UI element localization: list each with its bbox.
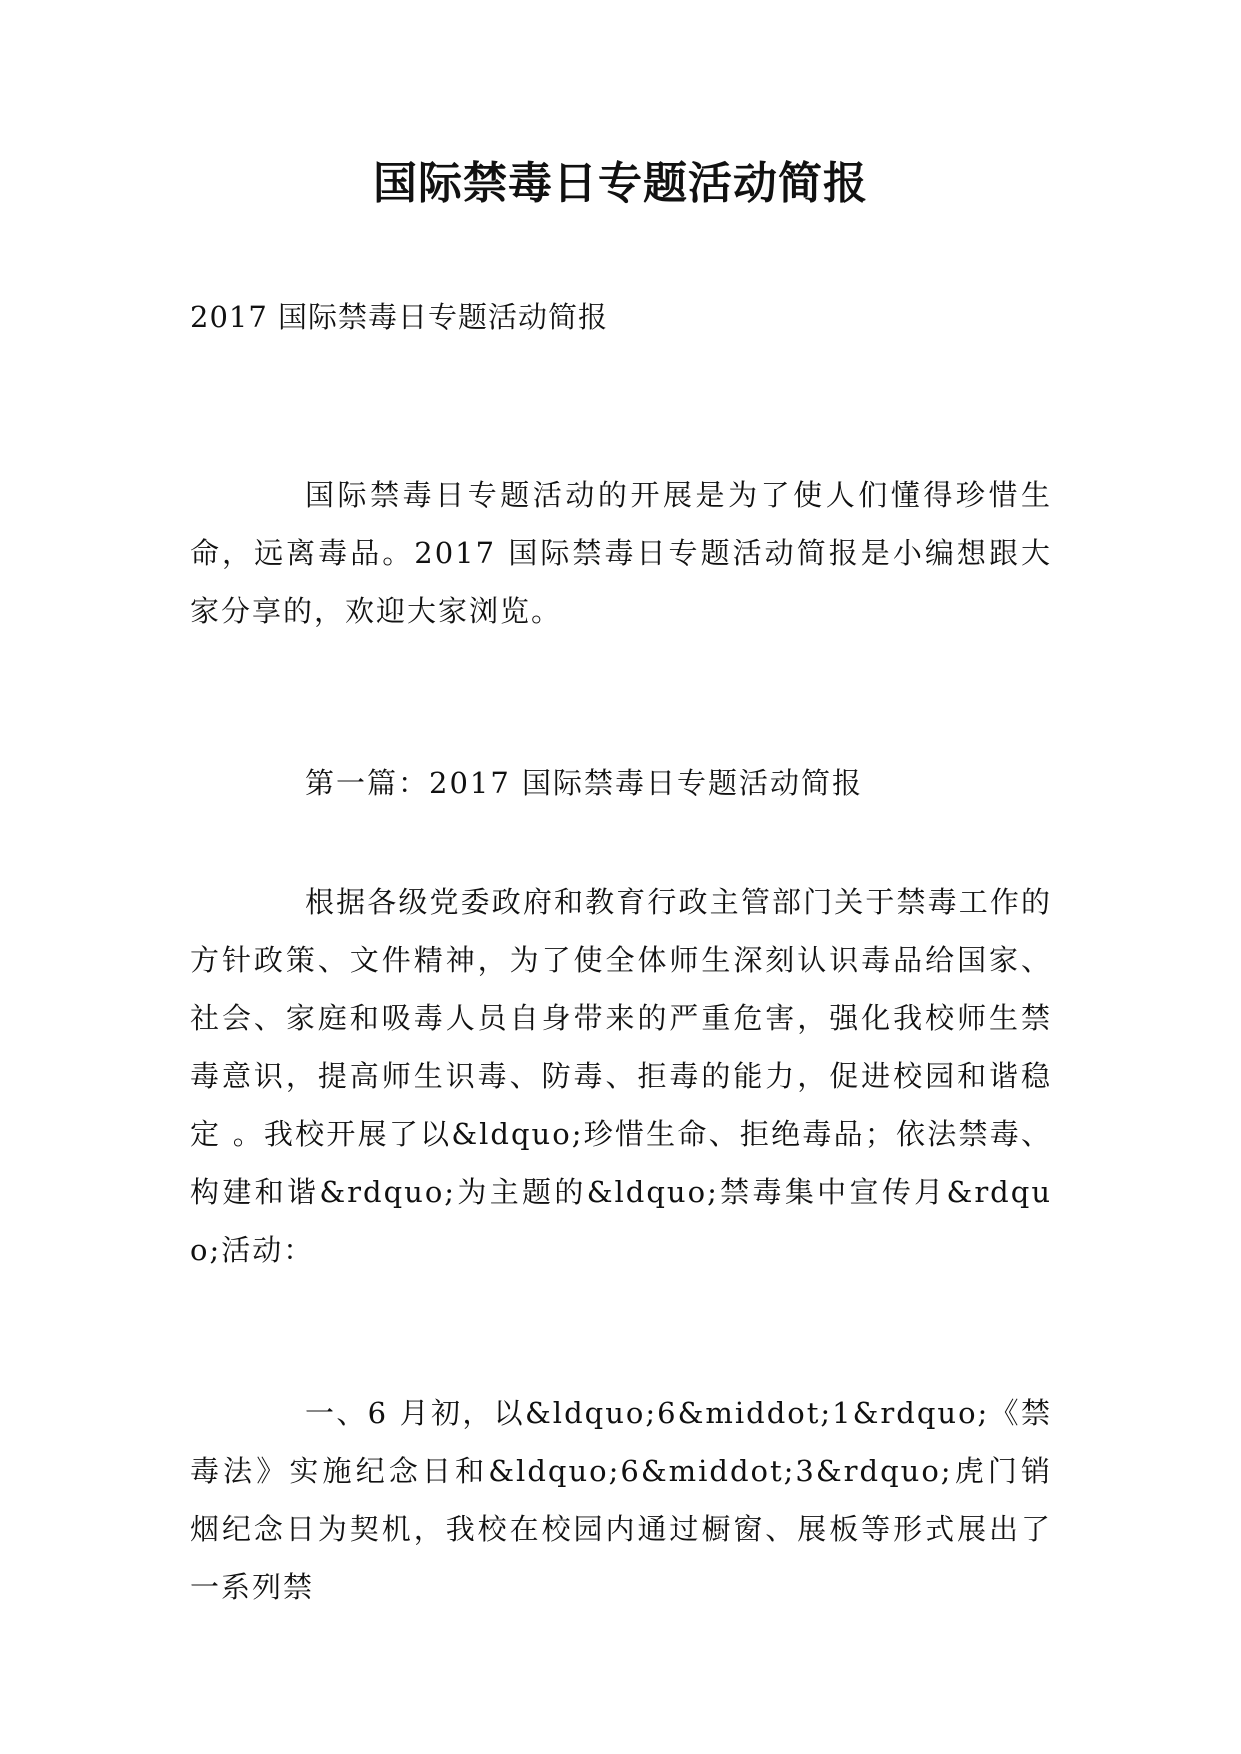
intro-paragraph: 国际禁毒日专题活动的开展是为了使人们懂得珍惜生命，远离毒品。2017 国际禁毒日专题活动简报是小编想跟大家分享的，欢迎大家浏览。	[190, 478, 1052, 628]
body-paragraph-2: 一、6 月初，以&ldquo;6&middot;1&rdquo;《禁毒法》实施纪念日和&ldquo;6&middot;3&rdquo;虎门销烟纪念日为契机，我校在校园内通过橱窗、展板等形式展出了一系列禁	[190, 1396, 1052, 1604]
document-title: 国际禁毒日专题活动简报	[373, 158, 868, 209]
section-heading: 第一篇：2017 国际禁毒日专题活动简报	[305, 766, 864, 800]
document-subtitle: 2017 国际禁毒日专题活动简报	[190, 300, 609, 334]
body-paragraph-1: 根据各级党委政府和教育行政主管部门关于禁毒工作的方针政策、文件精神，为了使全体师生深刻认识毒品给国家、社会、家庭和吸毒人员自身带来的严重危害，强化我校师生禁毒意识，提高师生识毒、防毒、拒毒的能力，促进校园和谐稳定 。我校开展了以&ldquo;珍惜生命、拒绝毒品；依法禁毒、构建和谐&rdquo;为主题的&ldquo;禁毒集中宣传月&rdquo;活动：	[190, 885, 1052, 1267]
